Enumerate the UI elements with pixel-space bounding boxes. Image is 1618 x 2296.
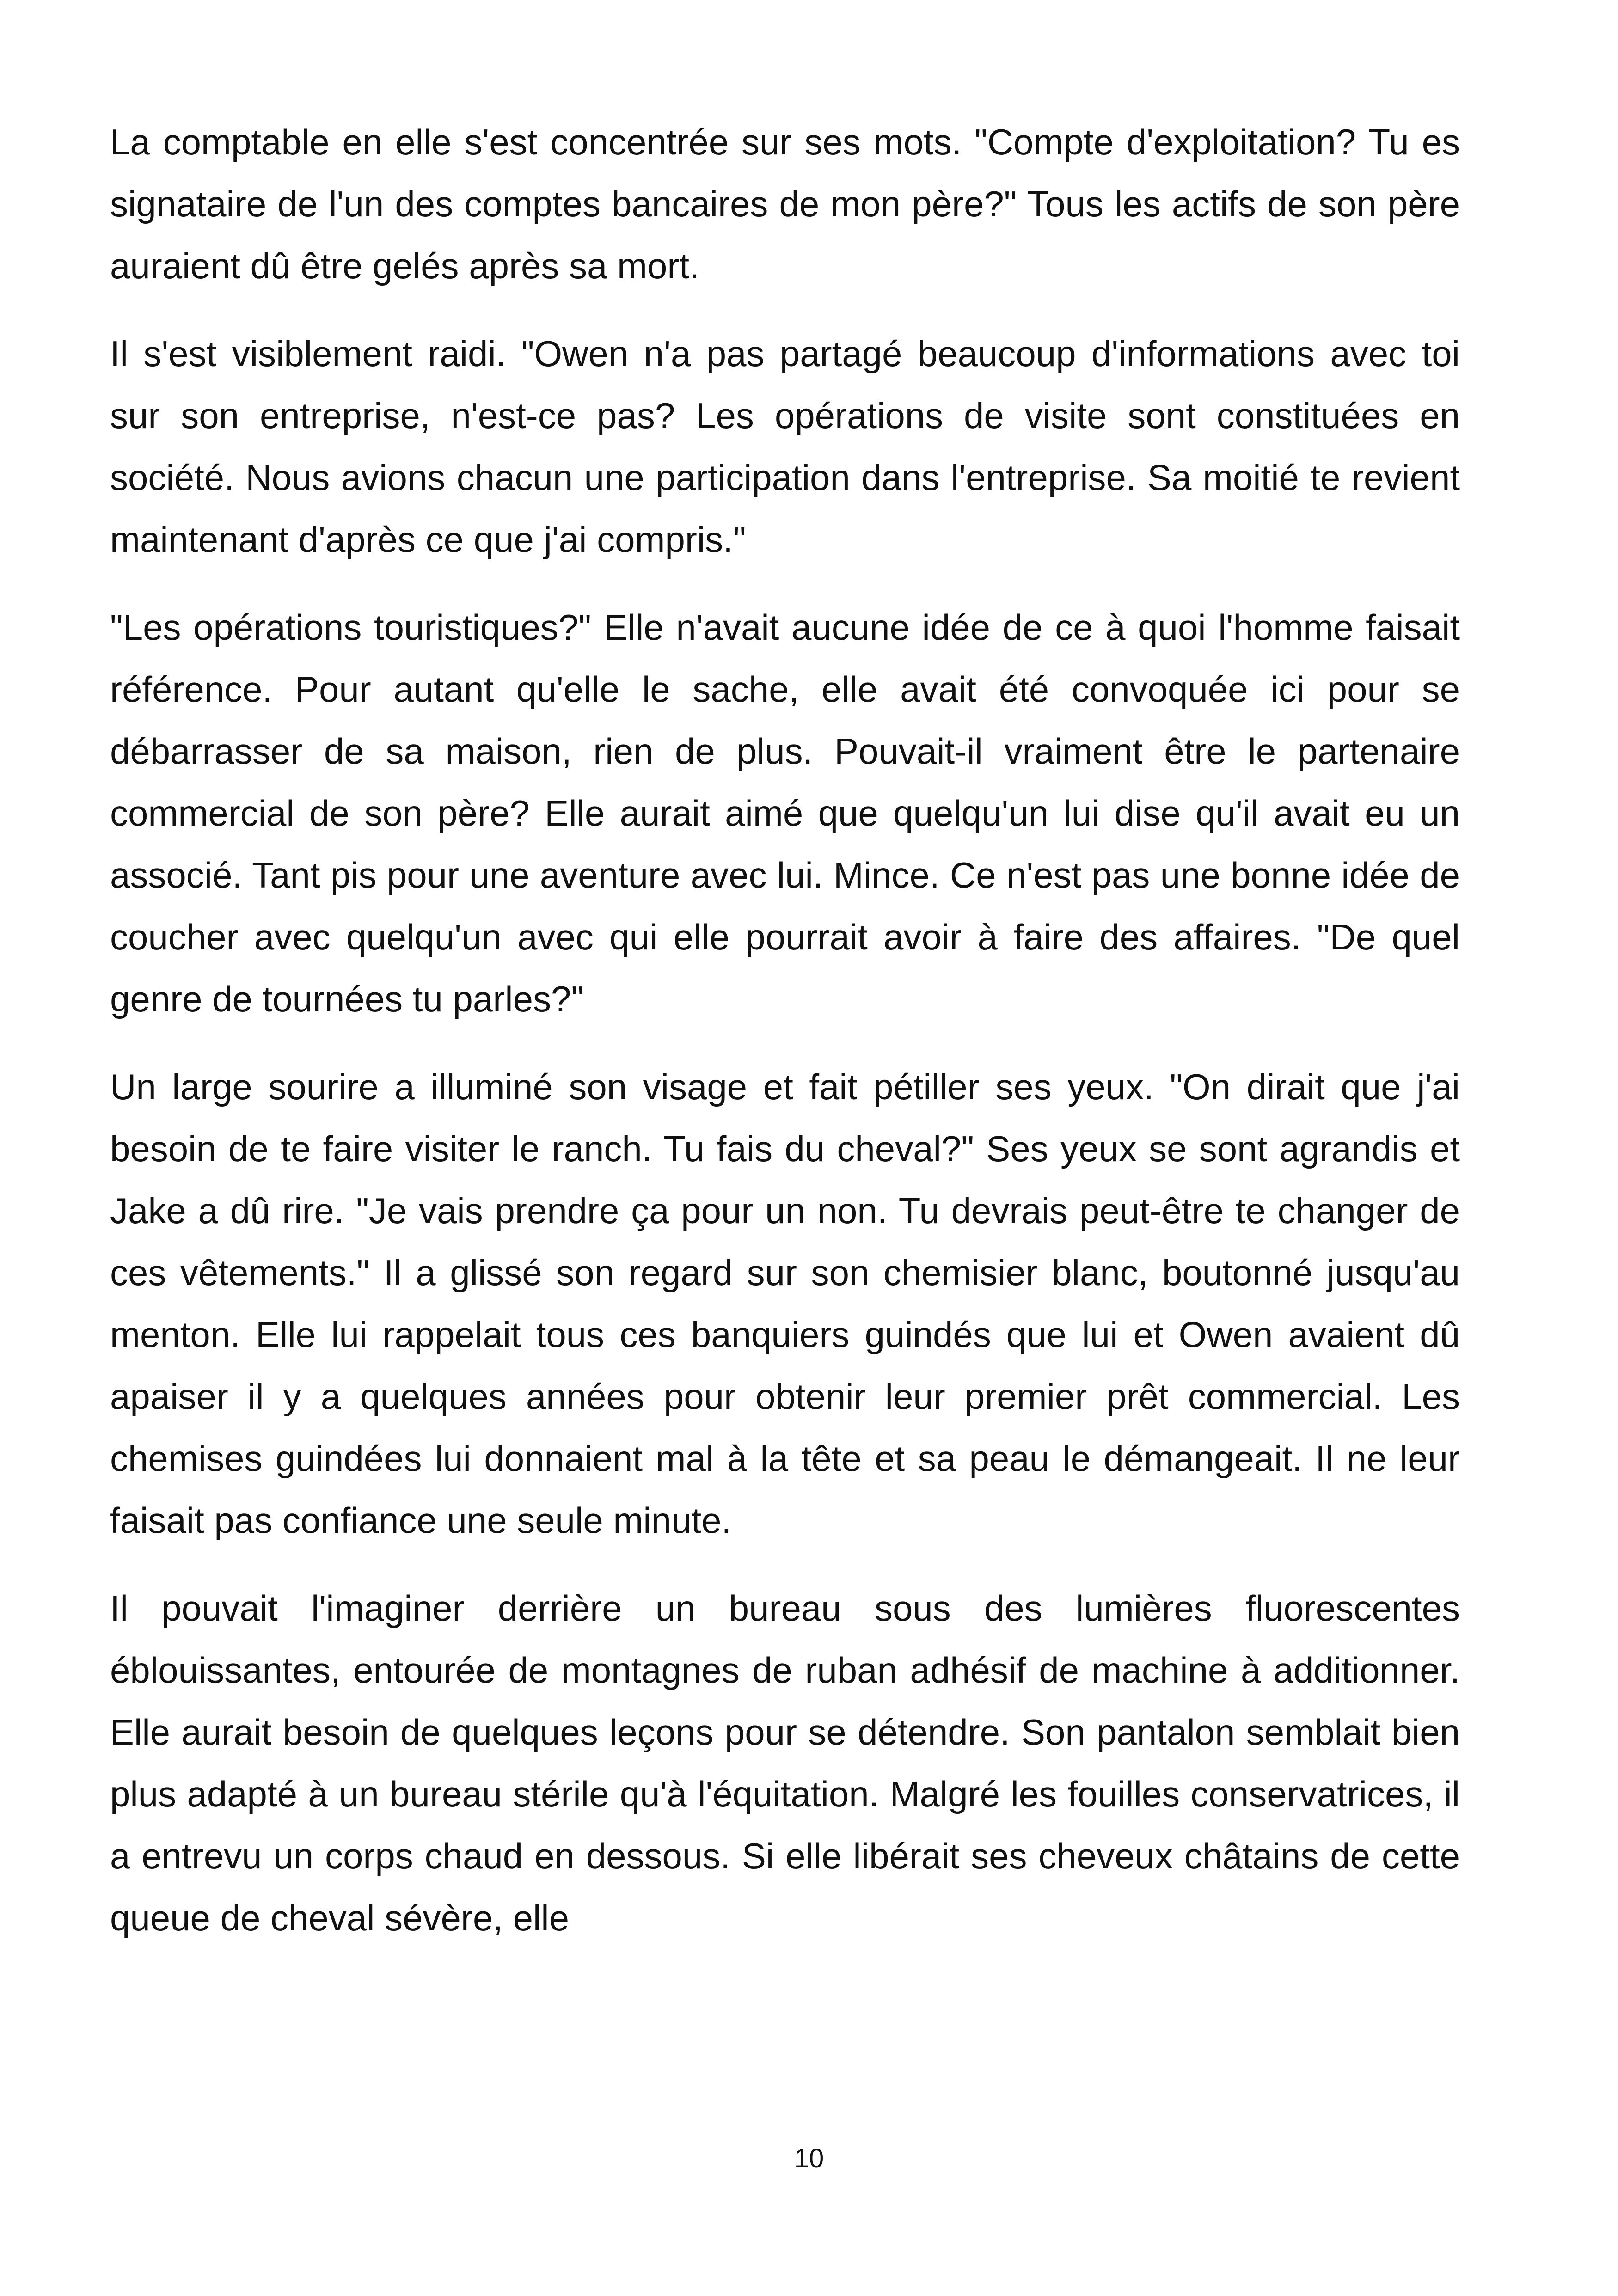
paragraph-3: "Les opérations touristiques?" Elle n'avait aucune idée de ce à quoi l'homme faisait référence. Pour autant qu'elle le sache, elle avait été convoquée ici pour se débarrasser de sa maison, rien de plus. Pouvait-il vraiment être le partenaire commercial de son père? Elle aurait aimé que quelqu'un lui dise qu'il avait eu un associé. Tant pis pour une aventure avec lui. Mince. Ce n'est pas une bonne idée de coucher avec quelqu'un avec qui elle pourrait avoir à faire des affaires. "De quel genre de tournées tu parles?" xyxy=(110,607,1460,1019)
paragraph-5: Il pouvait l'imaginer derrière un bureau sous des lumières fluorescentes éblouissantes, entourée de montagnes de ruban adhésif de machine à additionner. Elle aurait besoin de quelques leçons pour se détendre. Son pantalon semblait bien plus adapté à un bureau stérile qu'à l'équitation. Malgré les fouilles conservatrices, il a entrevu un corps chaud en dessous. Si elle libérait ses cheveux châtains de cette queue de cheval sévère, elle xyxy=(110,1588,1460,1938)
page-number: 10 xyxy=(794,2143,824,2174)
paragraph-2: Il s'est visiblement raidi. "Owen n'a pas partagé beaucoup d'informations avec toi sur son entreprise, n'est-ce pas? Les opérations de visite sont constituées en société. Nous avions chacun une participation dans l'entreprise. Sa moitié te revient maintenant d'après ce que j'ai compris." xyxy=(110,333,1460,560)
body-text xyxy=(110,111,1460,1975)
paragraph-4: Un large sourire a illuminé son visage et fait pétiller ses yeux. "On dirait que j'ai besoin de te faire visiter le ranch. Tu fais du cheval?" Ses yeux se sont agrandis et Jake a dû rire. "Je vais prendre ça pour un non. Tu devrais peut-être te changer de ces vêtements." Il a glissé son regard sur son chemisier blanc, boutonné jusqu'au menton. Elle lui rappelait tous ces banquiers guindés que lui et Owen avaient dû apaiser il y a quelques années pour obtenir leur premier prêt commercial. Les chemises guindées lui donnaient mal à la tête et sa peau le démangeait. Il ne leur faisait pas confiance une seule minute. xyxy=(110,1066,1460,1541)
paragraph-1: La comptable en elle s'est concentrée sur ses mots. "Compte d'exploitation? Tu es signataire de l'un des comptes bancaires de mon père?" Tous les actifs de son père auraient dû être gelés après sa mort. xyxy=(110,122,1460,286)
